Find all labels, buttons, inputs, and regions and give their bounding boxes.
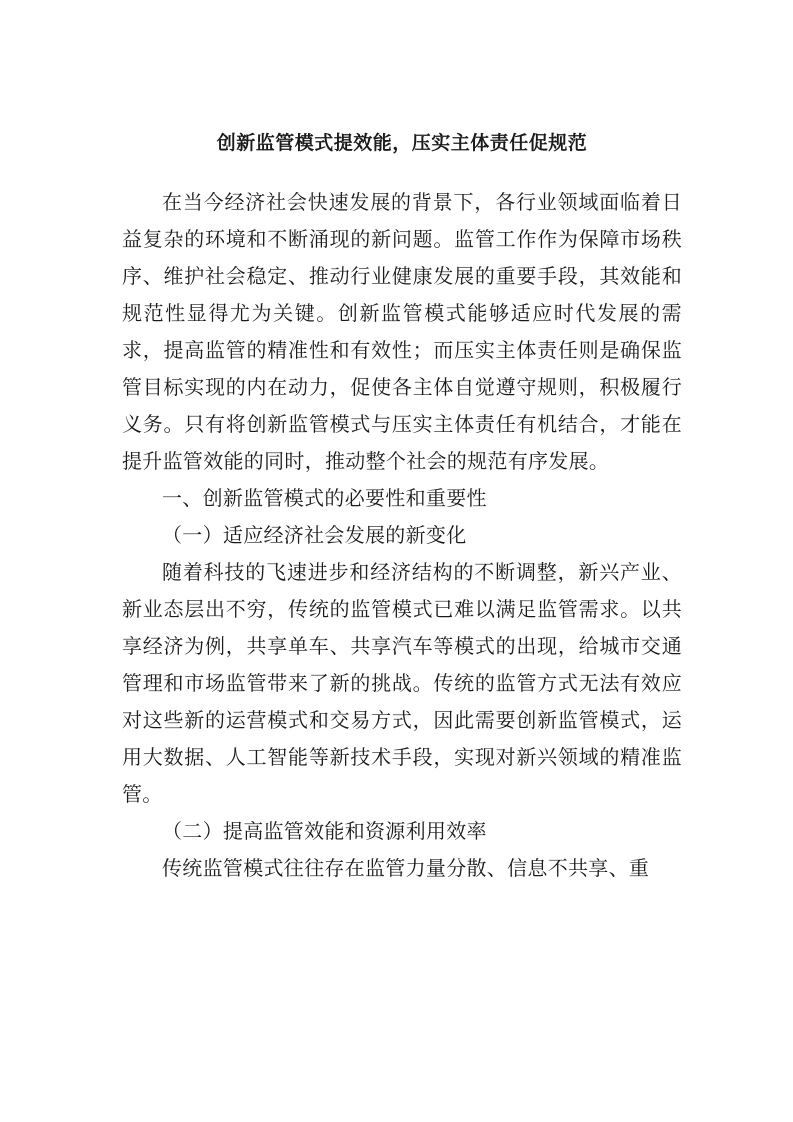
intro-paragraph: 在当今经济社会快速发展的背景下，各行业领域面临着日益复杂的环境和不断涌现的新问题。监管工作作为保障市场秩序、维护社会稳定、推动行业健康发展的重要手段，其效能和规范性显得尤为关键。创新监管模式能够适应时代发展的需求，提高监管的精准性和有效性；而压实主体责任则是确保监管目标实现的内在动力，促使各主体自觉遵守规则，积极履行义务。只有将创新监管模式与压实主体责任有机结合，才能在提升监管效能的同时，推动整个社会的规范有序发展。 [122,190,682,473]
section-1-heading: 一、创新监管模式的必要性和重要性 [162,486,487,510]
subsection-1-heading: （一）适应经济社会发展的新变化 [162,523,467,547]
document-title: 创新监管模式提效能，压实主体责任促规范 [216,132,588,154]
subsection-2-heading: （二）提高监管效能和资源利用效率 [162,819,487,843]
document-page [122,128,682,887]
subsection-1-paragraph: 随着科技的飞速进步和经济结构的不断调整，新兴产业、新业态层出不穷，传统的监管模式已难以满足监管需求。以共享经济为例，共享单车、共享汽车等模式的出现，给城市交通管理和市场监管带来了新的挑战。传统的监管方式无法有效应对这些新的运营模式和交易方式，因此需要创新监管模式，运用大数据、人工智能等新技术手段，实现对新兴领域的精准监管。 [122,560,682,806]
subsection-2-paragraph: 传统监管模式往往存在监管力量分散、信息不共享、重 [162,856,650,880]
